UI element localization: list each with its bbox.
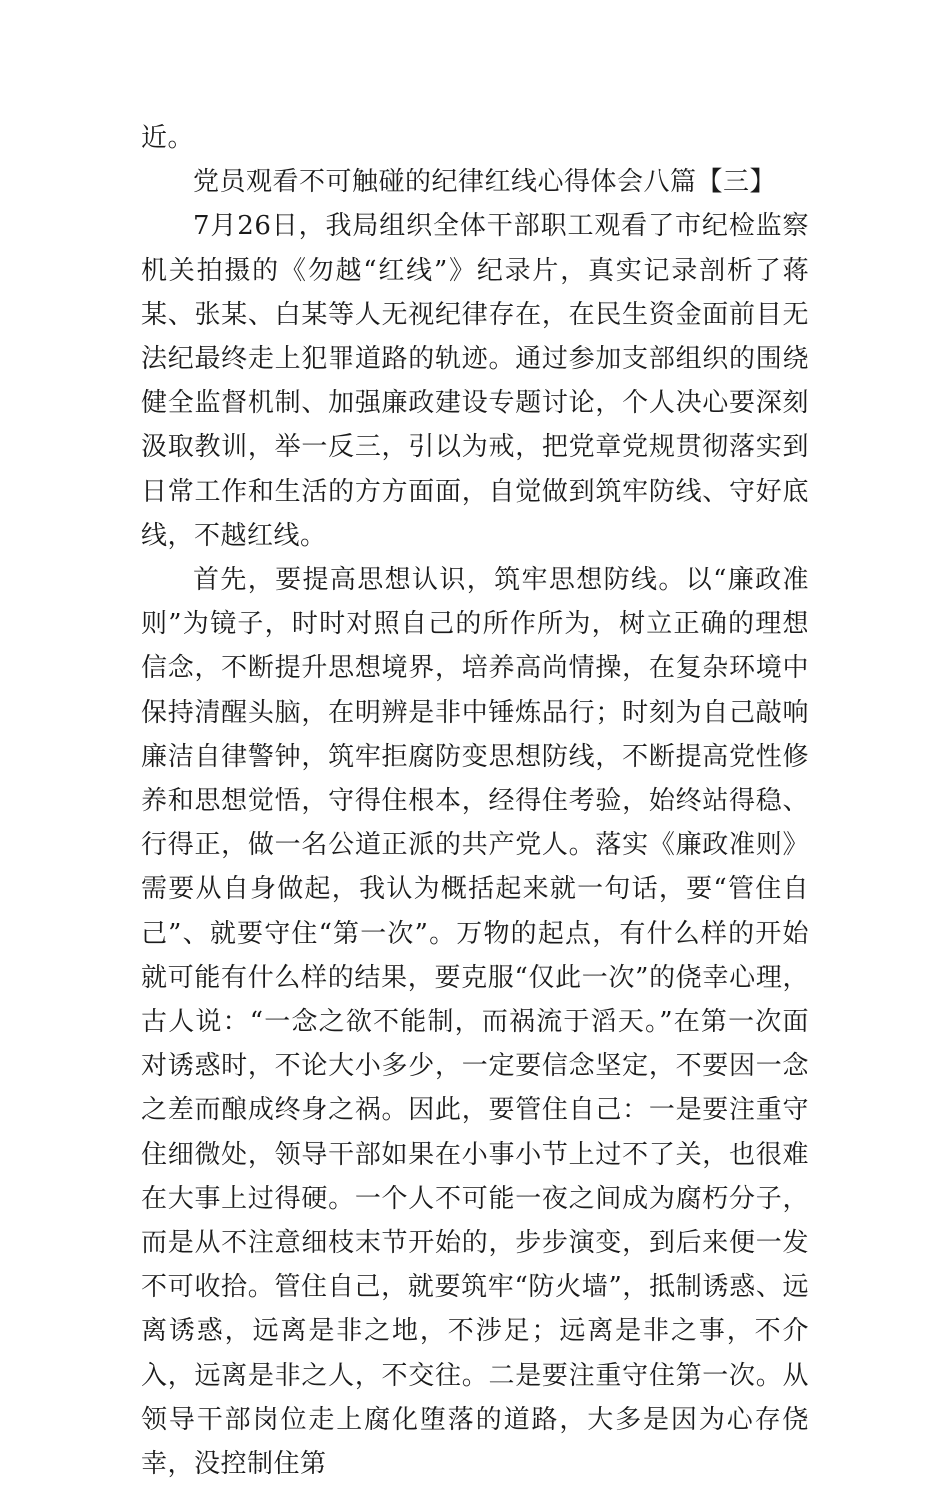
paragraph-fragment: 近。 [141, 123, 195, 153]
paragraph-intro: 7月26日，我局组织全体干部职工观看了市纪检监察机关拍摄的《勿越“红线”》纪录片，真实记录剖析了蒋某、张某、白某等人无视纪律存在，在民生资金面前目无法纪最终走上犯罪道路的轨迹。通过参加支部组织的围绕健全监督机制、加强廉政建设专题讨论，个人决心要深刻汲取教训，举一反三，引以为戒，把党章党规贯彻落实到日常工作和生活的方方面面，自觉做到筑牢防线、守好底线，不越红线。 [141, 211, 809, 551]
section-heading: 党员观看不可触碰的纪律红线心得体会八篇【三】 [193, 167, 777, 198]
paragraph-first-point: 首先，要提高思想认识，筑牢思想防线。以“廉政准则”为镜子，时时对照自己的所作所为，树立正确的理想信念，不断提升思想境界，培养高尚情操，在复杂环境中保持清醒头脑，在明辨是非中锤炼品行；时刻为自己敲响廉洁自律警钟，筑牢拒腐防变思想防线，不断提高党性修养和思想觉悟，守得住根本，经得住考验，始终站得稳、行得正，做一名公道正派的共产党人。落实《廉政准则》需要从自身做起，我认为概括起来就一句话，要“管住自己”、就要守住“第一次”。万物的起点，有什么样的开始就可能有什么样的结果，要克服“仅此一次”的侥幸心理，古人说：“一念之欲不能制，而祸流于滔天。”在第一次面对诱惑时，不论大小多少，一定要信念坚定，不要因一念之差而酿成终身之祸。因此，要管住自己：一是要注重守住细微处，领导干部如果在小事小节上过不了关，也很难在大事上过得硬。一个人不可能一夜之间成为腐朽分子，而是从不注意细枝末节开始的，步步演变，到后来便一发不可收拾。管住自己，就要筑牢“防火墙”，抵制诱惑、远离诱惑，远离是非之地，不涉足；远离是非之事，不介入，远离是非之人，不交往。二是要注重守住第一次。从领导干部岗位走上腐化堕落的道路，大多是因为心存侥幸，没控制住第 [141, 565, 809, 1480]
document-body [141, 116, 809, 1486]
